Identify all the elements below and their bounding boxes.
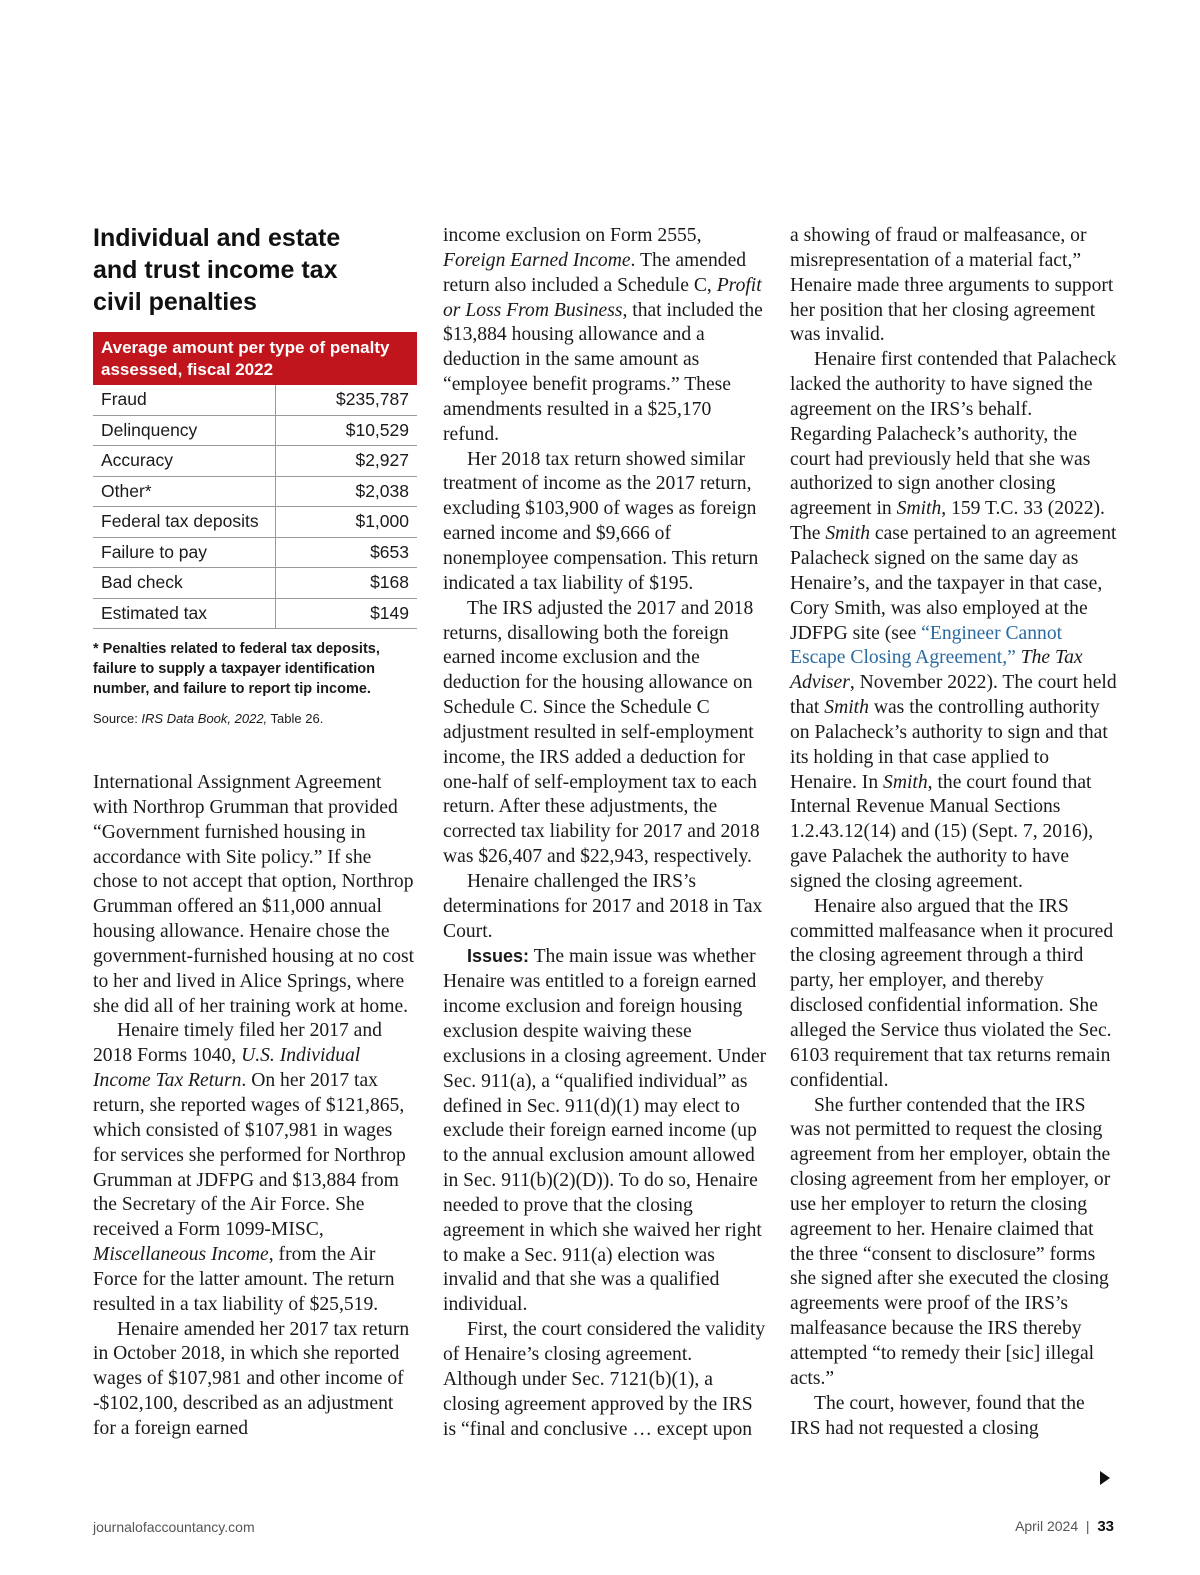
row-label: Fraud: [93, 385, 276, 415]
paragraph: Issues: The main issue was whether Henaire was entitled to a foreign earned income exclusion and foreign housing exclusion despite waiving these exclusions in a closing agreement. Under Sec. 911(a), a “qualified individual” as defined in Sec. 911(d)(1) may elect to exclude their foreign earned income (up to the annual exclusion amount allowed in Sec. 911(b)(2)(D)). To do so, Henaire needed to prove that the closing agreement in which she waived her right to make a Sec. 911(a) election was invalid and that she was a qualified individual.: [443, 946, 767, 1316]
paragraph: The court, however, found that the IRS had not requested a closing: [790, 1392, 1085, 1439]
paragraph: International Assignment Agreement with Northrop Grumman that provided “Government furnished housing in accordance with Site policy.” If she chose to not accept that option, Northrop Grumman offered an $11,000 annual housing allowance. Henaire chose the government-furnished housing at no cost to her and lived in Alice Springs, where she did all of her training work at home.: [93, 772, 415, 1017]
paragraph: Henaire amended her 2017 tax return in October 2018, in which she reported wages of $107,981 and other income of -$102,100, described as an adjustment for a foreign earned: [93, 1318, 410, 1439]
issues-label: Issues:: [467, 946, 530, 967]
paragraph: Henaire first contended that Palacheck lacked the authority to have signed the agreement on the IRS’s behalf. Regarding Palacheck’s authority, the court had previously held that she was authorized to sign another closing agreement in Smith, 159 T.C. 33 (2022). The Smith case pertained to an agreement Palacheck signed on the same day as Henaire’s, and the taxpayer in that case, Cory Smith, was also employed at the JDFPG site (see “Engineer Cannot Escape Closing Agreement,” The Tax Adviser, November 2022). The court held that Smith was the controlling authority on Palacheck’s authority to sign and that its holding in that case applied to Henaire. In Smith, the court found that Internal Revenue Manual Sections 1.2.43.12(14) and (15) (Sept. 7, 2016), gave Palachek the authority to have signed the closing agreement.: [790, 349, 1117, 892]
row-value: $2,038: [276, 476, 418, 507]
penalties-sidebar: [93, 222, 417, 726]
table-row: [93, 446, 417, 477]
table-row: [93, 598, 417, 629]
row-label: Other*: [93, 476, 276, 507]
article-column-right: [790, 224, 1118, 1441]
paragraph: Henaire challenged the IRS’s determinations for 2017 and 2018 in Tax Court.: [443, 870, 763, 942]
paragraph: She further contended that the IRS was not permitted to request the closing agreement from her employer, obtain the closing agreement from her employer, or use her employer to return the closing agreement to her. Henaire claimed that the three “consent to disclosure” forms she signed after she executed the closing agreements were proof of the IRS’s malfeasance because the IRS thereby attempted “to remedy their [sic] illegal acts.”: [790, 1094, 1111, 1389]
paragraph: Her 2018 tax return showed similar treatment of income as the 2017 return, excluding $103,900 of wages as foreign earned income and $9,666 of nonemployee compensation. This return indicated a tax liability of $195.: [443, 448, 759, 594]
row-label: Delinquency: [93, 415, 276, 446]
table-header: Average amount per type of penalty assessed, fiscal 2022: [93, 332, 417, 385]
article-column-middle: [443, 224, 768, 1442]
row-value: $149: [276, 598, 418, 629]
row-label: Bad check: [93, 568, 276, 599]
page-number: 33: [1097, 1518, 1114, 1535]
row-label: Federal tax deposits: [93, 507, 276, 538]
paragraph: Henaire also argued that the IRS committed malfeasance when it procured the closing agreement through a third party, her employer, and thereby disclosed confidential information. She alleged the Service thus violated the Sec. 6103 requirement that tax returns remain confidential.: [790, 895, 1114, 1091]
paragraph: First, the court considered the validity of Henaire’s closing agreement. Although under Sec. 7121(b)(1), a closing agreement approved by the IRS is “final and conclusive … except upon: [443, 1319, 766, 1440]
footer-site[interactable]: journalofaccountancy.com: [93, 1519, 255, 1535]
table-footnote: * Penalties related to federal tax deposits, failure to supply a taxpayer identification number, and failure to report tip income.: [93, 641, 380, 697]
row-label: Failure to pay: [93, 537, 276, 568]
article-column-left: [93, 771, 418, 1442]
table-source: Source: IRS Data Book, 2022, Table 26.: [93, 711, 324, 726]
row-value: $2,927: [276, 446, 418, 477]
penalties-table: [93, 385, 417, 629]
row-value: $653: [276, 537, 418, 568]
footer-issue: April 2024 | 33: [1015, 1518, 1114, 1535]
table-row: [93, 415, 417, 446]
paragraph: a showing of fraud or malfeasance, or misrepresentation of a material fact,” Henaire made three arguments to support her position that her closing agreement was invalid.: [790, 225, 1114, 346]
paragraph: income exclusion on Form 2555, Foreign Earned Income. The amended return also included a Schedule C, Profit or Loss From Business, that included the $13,884 housing allowance and a deduction in the same amount as “employee benefit programs.” These amendments resulted in a $25,170 refund.: [443, 225, 763, 445]
table-row: [93, 537, 417, 568]
article-link[interactable]: “Engineer Cannot Escape Closing Agreement,”: [790, 622, 1063, 669]
row-value: $168: [276, 568, 418, 599]
row-value: $1,000: [276, 507, 418, 538]
row-label: Estimated tax: [93, 598, 276, 629]
table-row: [93, 507, 417, 538]
table-row: [93, 568, 417, 599]
row-value: $235,787: [276, 385, 418, 415]
paragraph: The IRS adjusted the 2017 and 2018 returns, disallowing both the foreign earned income exclusion and the deduction for the housing allowance on Schedule C. Since the Schedule C adjustment resulted in self-employment income, the IRS added a deduction for one-half of self-employment tax to each return. After these adjustments, the corrected tax liability for 2017 and 2018 was $26,407 and $22,943, respectively.: [443, 597, 760, 868]
table-row: [93, 476, 417, 507]
row-label: Accuracy: [93, 446, 276, 477]
paragraph: Henaire timely filed her 2017 and 2018 Forms 1040, U.S. Individual Income Tax Return. On her 2017 tax return, she reported wages of $121,865, which consisted of $107,981 in wages for services she performed for Northrop Grumman at JDFPG and $13,884 from the Secretary of the Air Force. She received a Form 1099-MISC, Miscellaneous Income, from the Air Force for the latter amount. The return resulted in a tax liability of $25,519.: [93, 1020, 406, 1315]
sidebar-title: Individual and estate and trust income tax civil penalties: [93, 224, 341, 316]
row-value: $10,529: [276, 415, 418, 446]
table-row: [93, 385, 417, 415]
continue-arrow-icon: [1100, 1471, 1110, 1485]
